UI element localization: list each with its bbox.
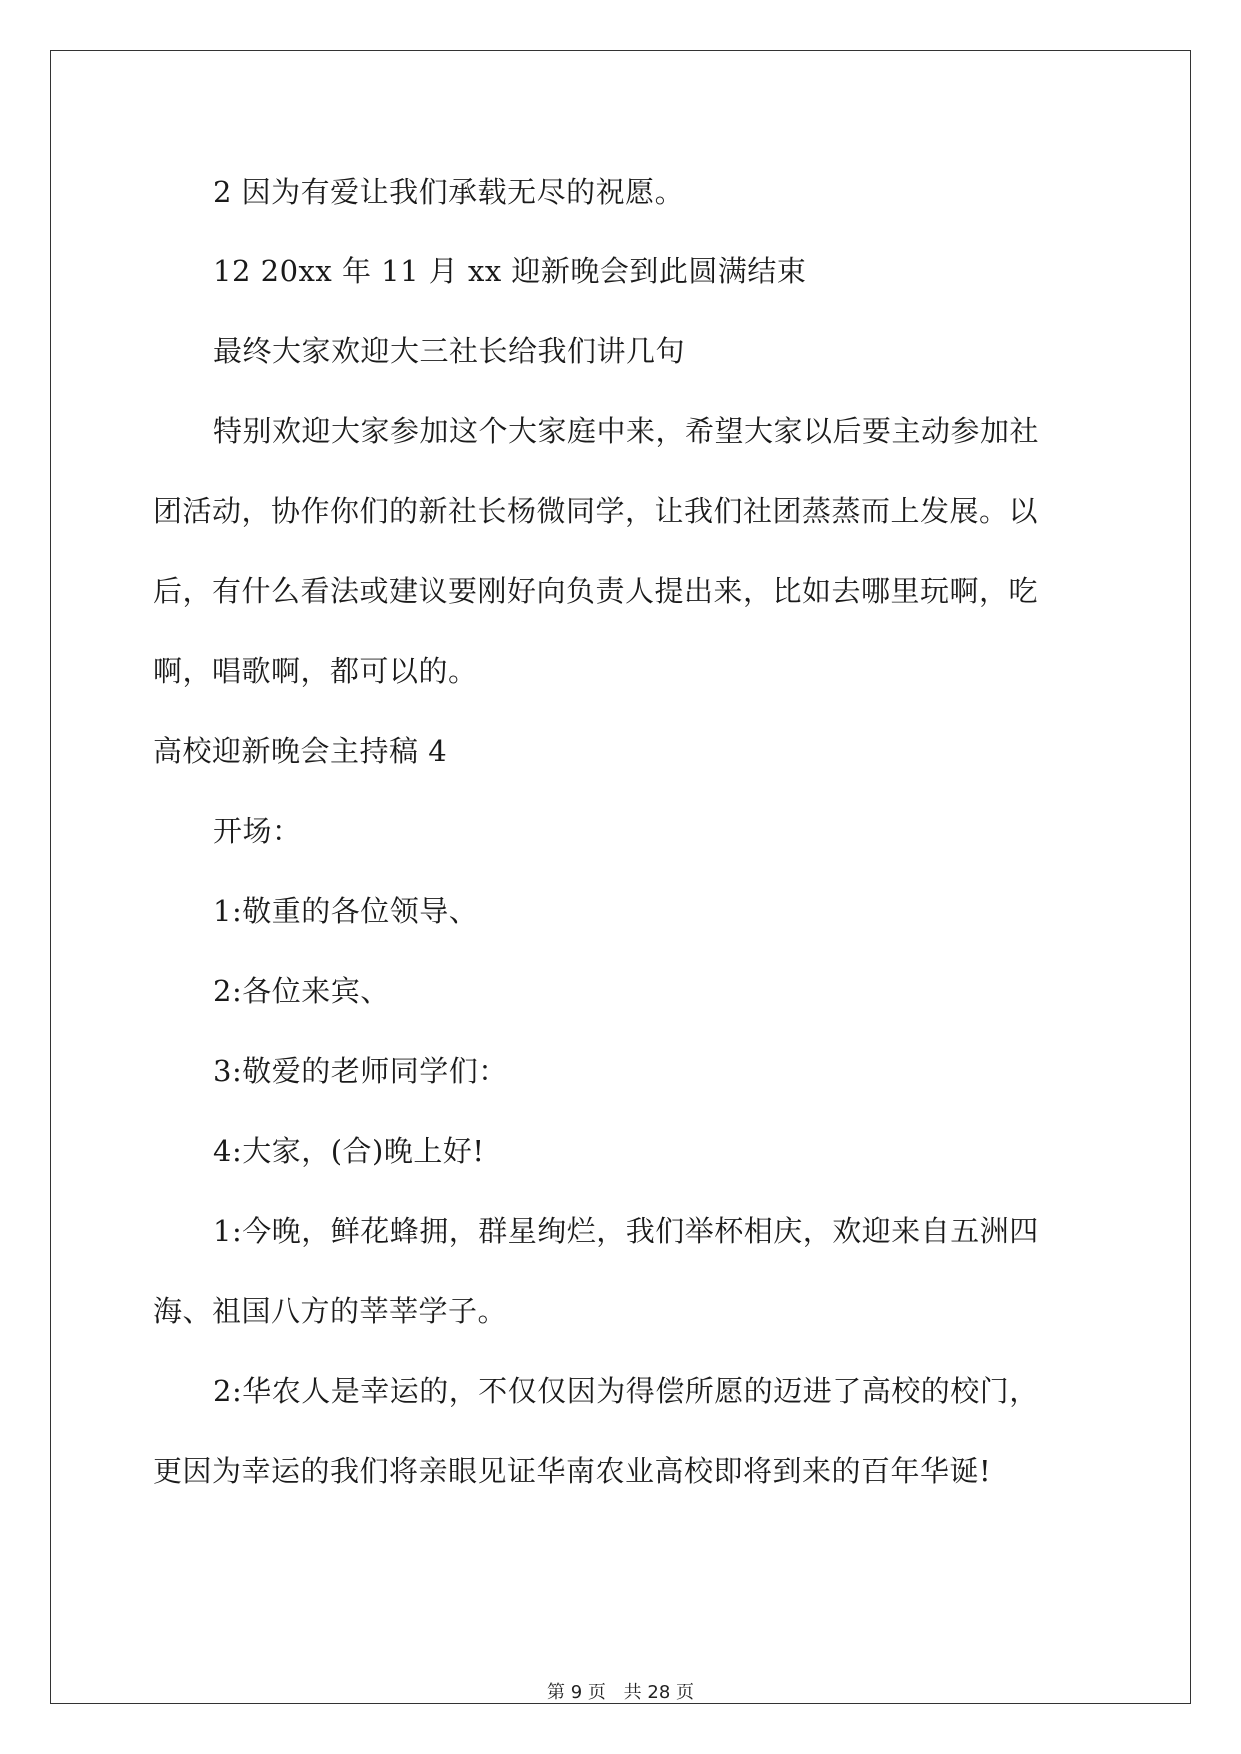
page-number: 第 9 页 [547,1682,606,1703]
page-footer [0,1678,1241,1704]
paragraph-line: 团活动，协作你们的新社长杨微同学，让我们社团蒸蒸而上发展。以 [153,494,1039,528]
paragraph-line: 最终大家欢迎大三社长给我们讲几句 [213,334,686,368]
paragraph-line: 更因为幸运的我们将亲眼见证华南农业高校即将到来的百年华诞! [153,1454,992,1488]
paragraph-line: 2:各位来宾、 [213,974,390,1008]
paragraph-line: 后，有什么看法或建议要刚好向负责人提出来，比如去哪里玩啊，吃 [153,574,1039,608]
paragraph-line: 开场： [213,814,302,848]
paragraph-line: 特别欢迎大家参加这个大家庭中来，希望大家以后要主动参加社 [213,414,1040,448]
paragraph-line: 1:今晚，鲜花蜂拥，群星绚烂，我们举杯相庆，欢迎来自五洲四 [213,1214,1039,1248]
paragraph-line: 2:华农人是幸运的，不仅仅因为得偿所愿的迈进了高校的校门， [213,1374,1039,1408]
paragraph-line: 啊，唱歌啊，都可以的。 [153,654,478,688]
section-heading: 高校迎新晚会主持稿 4 [153,734,448,768]
page-total: 共 28 页 [623,1682,694,1703]
paragraph-line: 12 20xx 年 11 月 xx 迎新晚会到此圆满结束 [213,254,807,288]
paragraph-line: 3:敬爱的老师同学们： [213,1054,508,1088]
paragraph-line: 海、祖国八方的莘莘学子。 [153,1294,508,1328]
paragraph-line: 4:大家，(合)晚上好! [213,1134,485,1168]
paragraph-line: 1:敬重的各位领导、 [213,894,479,928]
paragraph-line: 2 因为有爱让我们承载无尽的祝愿。 [213,175,685,209]
